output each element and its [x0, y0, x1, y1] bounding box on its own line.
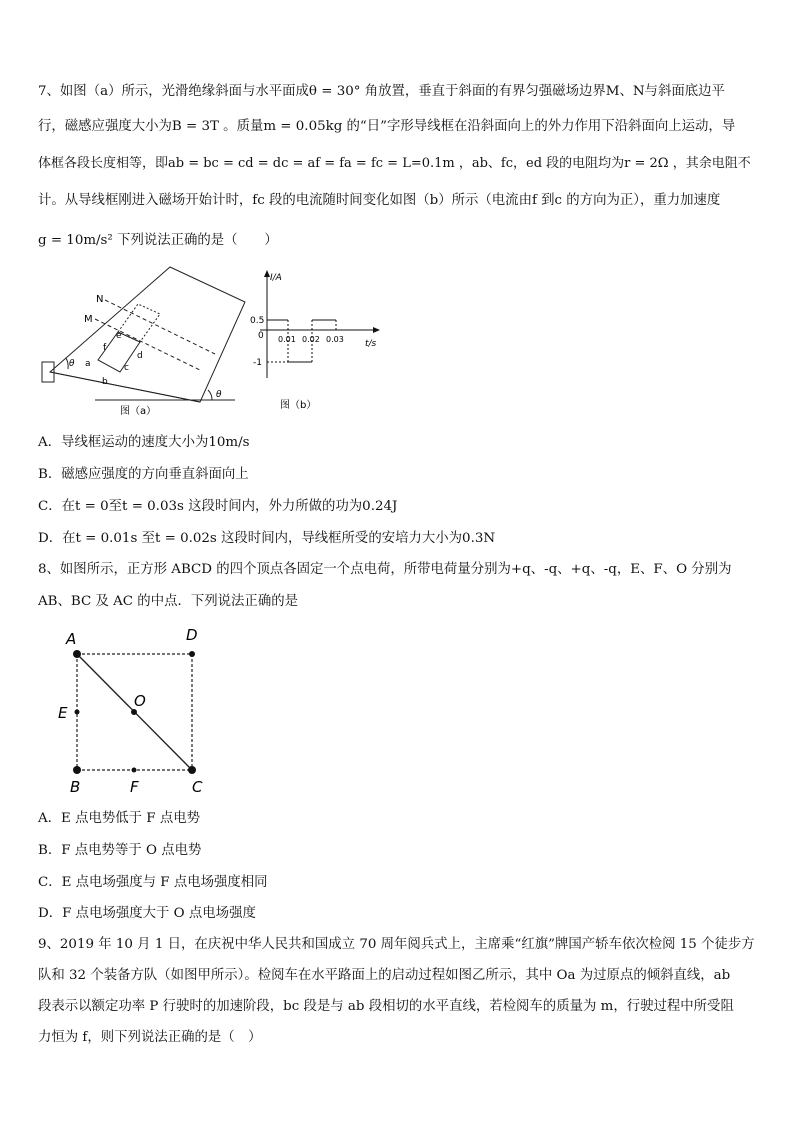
label-d: D [186, 626, 198, 644]
point-c [188, 766, 196, 774]
point-f [132, 768, 137, 773]
figure-b-caption: 图（b） [280, 400, 317, 411]
incline-bottom-edge [50, 372, 200, 402]
q9-line-4: 力恒为 f，则下列说法正确的是（ ） [38, 1030, 262, 1045]
label-a: a [85, 359, 91, 369]
label-e: E [58, 704, 68, 722]
q7-line-2: 行，磁感应强度大小为B = 3T 。质量m = 0.05kg 的“日”字形导线框在沿斜面向上的外力作用下沿斜面向上运动，导 [38, 119, 736, 134]
q9-line-2: 队和 32 个装备方队（如图甲所示）。检阅车在水平路面上的启动过程如图乙所示，其中 Oa 为过原点的倾斜直线，ab [38, 968, 731, 983]
label-o: O [134, 692, 146, 710]
q8-option-c: C．E 点电场强度与 F 点电场强度相同 [38, 875, 268, 890]
label-b: b [102, 377, 108, 387]
x-axis-arrow [373, 327, 380, 333]
label-theta-bottom: θ [216, 390, 222, 400]
q8-option-b: B．F 点电势等于 O 点电势 [38, 843, 202, 858]
q7-figure-a [40, 262, 250, 418]
q7-line-3: 体框各段长度相等，即ab = bc = cd = dc = af = fa = fc = L=0.1m ，ab、fc，ed 段的电阻均为r = 2Ω ，其余电阻不 [38, 156, 751, 171]
point-a [73, 650, 81, 658]
q7-line-5: g = 10m/s² 下列说法正确的是（ ） [38, 233, 278, 248]
boundary-n [105, 300, 215, 354]
q7-option-d: D．在t = 0.01s 至t = 0.02s 这段时间内，导线框所受的安培力大小为0.3N [38, 531, 496, 546]
q7-option-b: B．磁感应强度的方向垂直斜面向上 [38, 467, 249, 482]
incline-plane [50, 267, 245, 402]
q7-line-1: 7、如图（a）所示，光滑绝缘斜面与水平面成θ = 30° 角放置，垂直于斜面的有界匀强磁场边界M、N与斜面底边平 [38, 84, 725, 99]
x-tick-0.01: 0.01 [278, 335, 296, 344]
label-c: c [124, 363, 129, 373]
q7-line-4: 计。从导线框刚进入磁场开始计时，fc 段的电流随时间变化如图（b）所示（电流由f 到c 的方向为正），重力加速度 [38, 193, 721, 208]
point-d [189, 651, 195, 657]
x-axis-label: t/s [365, 339, 377, 349]
label-n: N [96, 294, 104, 305]
boundary-m [95, 319, 200, 370]
label-e: e [116, 331, 122, 341]
point-b [73, 766, 81, 774]
q8-option-a: A．E 点电势低于 F 点电势 [38, 811, 201, 826]
q8-square-figure [52, 622, 222, 797]
angle-arc-left [66, 358, 68, 369]
q7-option-c: C．在t = 0至t = 0.03s 这段时间内，外力所做的功为0.24J [38, 499, 398, 514]
label-c: C [192, 778, 203, 796]
figure-a-caption: 图（a） [120, 406, 157, 417]
q8-line-2: AB、BC 及 AC 的中点．下列说法正确的是 [38, 594, 298, 609]
q9-line-3: 段表示以额定功率 P 行驶时的加速阶段，bc 段是与 ab 段相切的水平直线，若检阅车的质量为 m，行驶过程中所受阻 [38, 999, 734, 1014]
label-f: F [130, 778, 139, 796]
point-e [75, 710, 80, 715]
q7-option-a: A．导线框运动的速度大小为10m/s [38, 435, 250, 450]
x-tick-0.03: 0.03 [326, 335, 344, 344]
origin-label: 0 [258, 331, 264, 341]
label-b: B [70, 778, 81, 796]
y-axis-label: I/A [270, 273, 282, 283]
x-tick-0.02: 0.02 [302, 335, 320, 344]
angle-arc-bottom [208, 390, 212, 400]
label-a: A [66, 630, 77, 648]
label-d: d [137, 351, 143, 361]
label-m: M [84, 314, 93, 325]
q8-line-1: 8、如图所示，正方形 ABCD 的四个顶点各固定一个点电荷，所带电荷量分别为+q、-q、+q、-q，E、F、O 分别为 [38, 562, 732, 577]
y-tick-0.5: 0.5 [250, 316, 265, 326]
label-theta-left: θ [69, 359, 75, 369]
q7-figure-b [250, 268, 390, 413]
q9-line-1: 9、2019 年 10 月 1 日，在庆祝中华人民共和国成立 70 周年阅兵式上，主席乘“红旗”牌国产轿车依次检阅 15 个徒步方 [38, 937, 755, 952]
label-f: f [103, 343, 107, 353]
y-tick-neg1: -1 [253, 358, 262, 368]
q8-option-d: D．F 点电场强度大于 O 点电场强度 [38, 906, 256, 921]
